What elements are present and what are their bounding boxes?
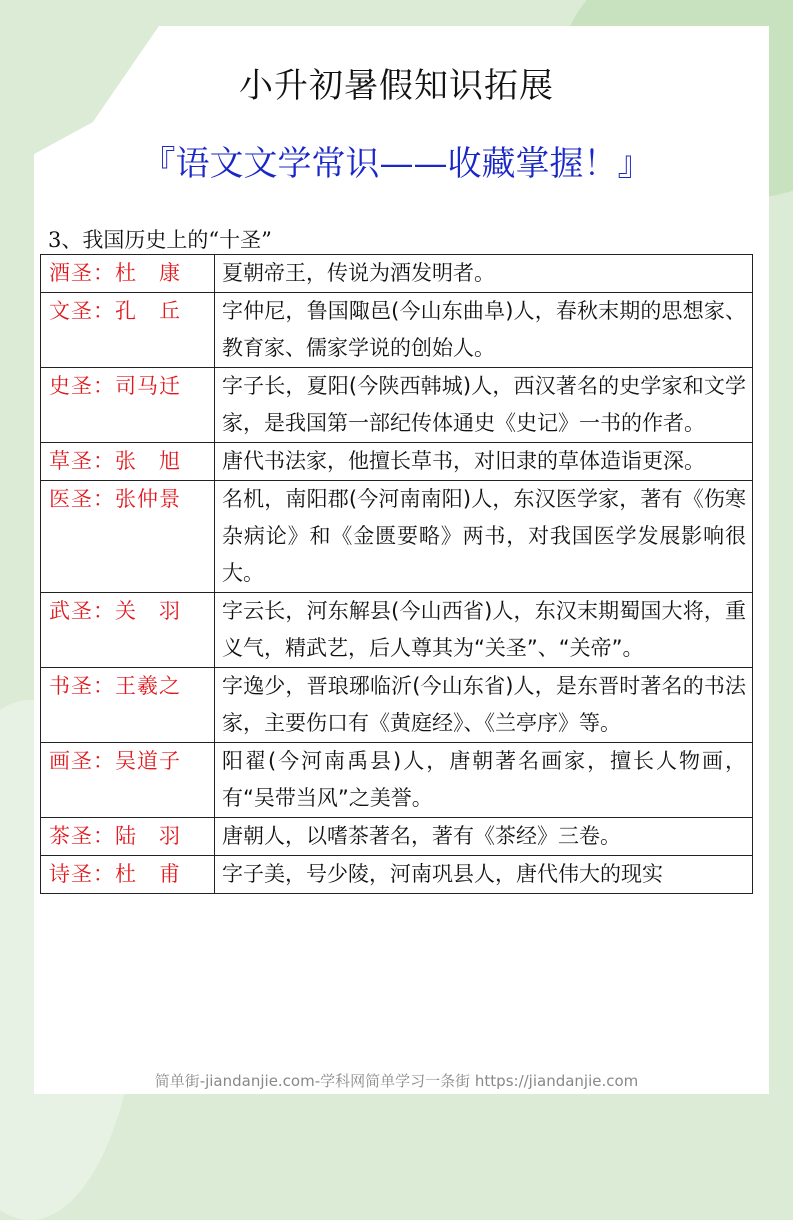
- sage-name: 医圣：张仲景: [41, 481, 215, 593]
- sage-description: 字云长，河东解县(今山西省)人，东汉末期蜀国大将，重义气，精武艺，后人尊其为“关圣”、“关帝”。: [215, 593, 753, 668]
- page-subtitle: 『语文文学常识——收藏掌握！』: [141, 144, 652, 184]
- sage-name: 酒圣：杜 康: [41, 255, 215, 293]
- sage-name: 画圣：吴道子: [41, 743, 215, 818]
- sage-name: 诗圣：杜 甫: [41, 856, 215, 894]
- table-row: [41, 368, 753, 443]
- table-row: [41, 668, 753, 743]
- sage-description: 阳翟(今河南禹县)人，唐朝著名画家，擅长人物画，有“吴带当风”之美誉。: [215, 743, 753, 818]
- sage-description: 字仲尼，鲁国陬邑(今山东曲阜)人，春秋末期的思想家、教育家、儒家学说的创始人。: [215, 293, 753, 368]
- table-row: [41, 293, 753, 368]
- sage-name: 草圣：张 旭: [41, 443, 215, 481]
- sages-table: [40, 254, 753, 894]
- sage-description: 名机，南阳郡(今河南南阳)人，东汉医学家，著有《伤寒杂病论》和《金匮要略》两书，对我国医学发展影响很大。: [215, 481, 753, 593]
- sage-description: 唐朝人，以嗜茶著名，著有《茶经》三卷。: [215, 818, 753, 856]
- table-row: [41, 255, 753, 293]
- sage-description: 夏朝帝王，传说为酒发明者。: [215, 255, 753, 293]
- table-row: [41, 856, 753, 894]
- sage-description: 字子长，夏阳(今陕西韩城)人，西汉著名的史学家和文学家，是我国第一部纪传体通史《史记》一书的作者。: [215, 368, 753, 443]
- sage-name: 书圣：王羲之: [41, 668, 215, 743]
- sage-name: 武圣：关 羽: [41, 593, 215, 668]
- table-row: [41, 443, 753, 481]
- section-heading: 3、我国历史上的“十圣”: [48, 228, 272, 252]
- sage-name: 史圣：司马迁: [41, 368, 215, 443]
- table-row: [41, 593, 753, 668]
- page-title: 小升初暑假知识拓展: [239, 66, 554, 106]
- table-row: [41, 481, 753, 593]
- table-row: [41, 818, 753, 856]
- footer-watermark: 简单街-jiandanjie.com-学科网简单学习一条街 https://jiandanjie.com: [154, 1072, 639, 1090]
- sage-name: 文圣：孔 丘: [41, 293, 215, 368]
- sage-description: 唐代书法家，他擅长草书，对旧隶的草体造诣更深。: [215, 443, 753, 481]
- table-row: [41, 743, 753, 818]
- sage-name: 茶圣：陆 羽: [41, 818, 215, 856]
- sage-description: 字子美，号少陵，河南巩县人，唐代伟大的现实: [215, 856, 753, 894]
- sage-description: 字逸少，晋琅琊临沂(今山东省)人，是东晋时著名的书法家，主要伤口有《黄庭经》、《兰亭序》等。: [215, 668, 753, 743]
